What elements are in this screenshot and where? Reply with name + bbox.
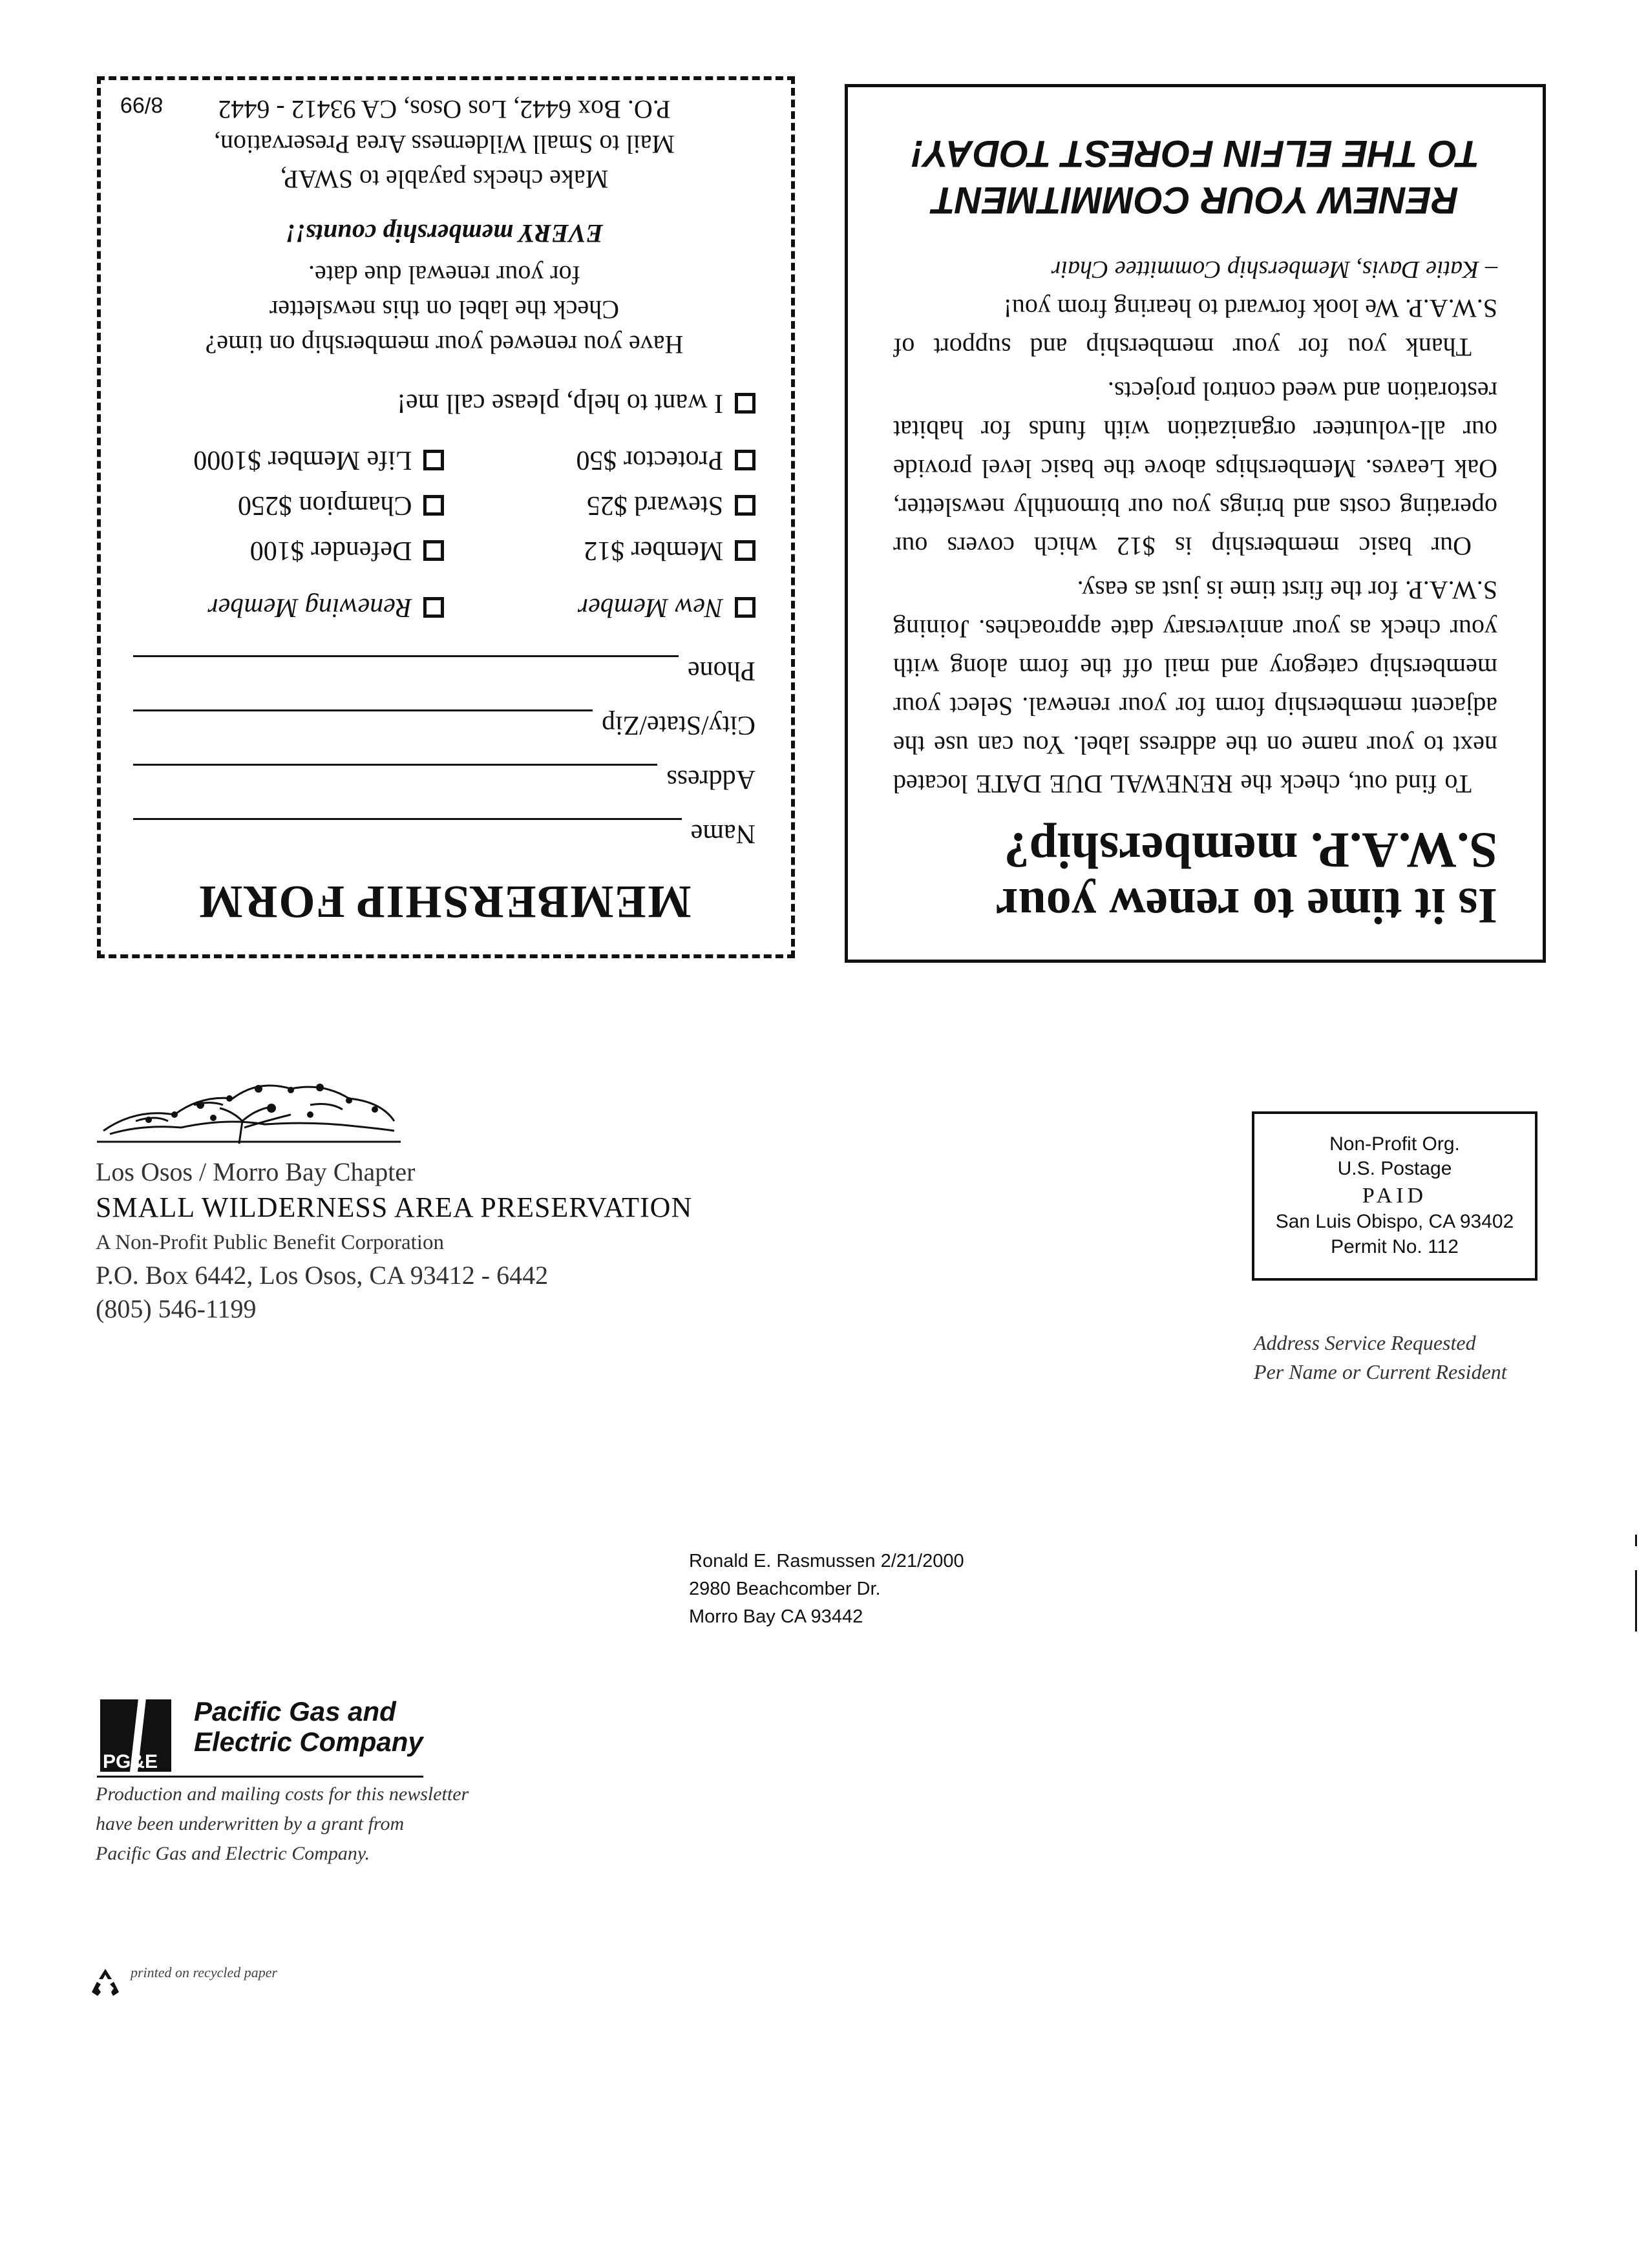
checkbox-icon xyxy=(735,597,755,618)
name-field[interactable] xyxy=(133,818,755,849)
organization-chapter: Los Osos / Morro Bay Chapter xyxy=(96,1157,416,1186)
sponsor-note: Production and mailing costs for this newsletter xyxy=(96,1783,469,1805)
organization-address: P.O. Box 6442, Los Osos, CA 93412 - 6442 xyxy=(96,1261,549,1290)
issue-date-code: 8/99 xyxy=(120,92,164,117)
checkbox-icon xyxy=(424,540,445,561)
checkbox-icon xyxy=(735,393,755,414)
organization-name: SMALL WILDERNESS AREA PRESERVATION xyxy=(96,1192,693,1223)
membership-form-title: MEMBERSHIP FORM xyxy=(197,876,692,928)
recipient-name: Ronald E. Rasmussen 2/21/2000 xyxy=(689,1551,964,1571)
phone-field[interactable] xyxy=(133,655,755,686)
checkbox-icon xyxy=(735,450,755,470)
level-protector-checkbox[interactable]: Protector $50 xyxy=(445,445,756,476)
level-champion-checkbox[interactable]: Champion $250 xyxy=(133,490,445,521)
scan-edge-marks xyxy=(1634,1535,1639,1632)
mailing-instructions: Make checks payable to SWAP, Mail to Small Wilderness Area Preservation, P.O. Box 6442, Los Osos, CA 93412 - 6442 xyxy=(213,95,675,194)
membership-form-coupon xyxy=(97,76,795,958)
renewal-signature: – Katie Davis, Membership Committee Chair xyxy=(1051,256,1497,284)
oak-tree-logo-icon xyxy=(97,1069,401,1147)
renewal-question: Have you renewed your membership on time? Check the label on this newsletter for your renewal due date. EVERY membership counts!! xyxy=(133,216,755,362)
level-defender-checkbox[interactable]: Defender $100 xyxy=(133,535,445,566)
organization-type: A Non-Profit Public Benefit Corporation xyxy=(96,1231,444,1254)
pge-logo-text: PG&E xyxy=(103,1751,158,1772)
sponsor-divider xyxy=(97,1776,423,1778)
renewal-notice-box xyxy=(845,84,1546,963)
every-membership-counts: EVERY membership counts!! xyxy=(285,219,604,248)
recycled-paper-note: printed on recycled paper xyxy=(131,1964,278,1980)
sponsor-note: have been underwritten by a grant from xyxy=(96,1813,405,1834)
per-name-or-current-resident: Per Name or Current Resident xyxy=(1254,1360,1507,1383)
checkbox-icon xyxy=(735,540,755,561)
city-state-zip-field[interactable] xyxy=(133,709,755,740)
checkbox-icon xyxy=(424,597,445,618)
new-member-checkbox[interactable]: New Member xyxy=(445,592,756,623)
renewal-paragraph: Thank you for your membership and support of S.W.A.P. We look forward to hearing from you! xyxy=(893,294,1497,362)
phone-field-label: Phone xyxy=(688,656,755,686)
postage-indicia: Non-Profit Org. U.S. Postage PAID San Luis Obispo, CA 93402 Permit No. 112 xyxy=(1252,1111,1537,1281)
level-life-member-checkbox[interactable]: Life Member $1000 xyxy=(133,445,445,476)
checkbox-icon xyxy=(735,495,755,516)
pge-logo-icon xyxy=(100,1693,171,1772)
sponsor-name: Pacific Gas and Electric Company xyxy=(194,1696,423,1758)
address-service-requested: Address Service Requested xyxy=(1254,1331,1476,1354)
checkbox-icon xyxy=(424,450,445,470)
level-steward-checkbox[interactable]: Steward $25 xyxy=(445,490,756,521)
city-state-zip-field-label: City/State/Zip xyxy=(602,710,755,740)
renewal-paragraph: Our basic membership is $12 which covers our operating costs and brings you our bimonthly newsletter, Oak Leaves. Memberships above the basic level provide our all-volunteer organization with funds for habitat restoration and weed control projects. xyxy=(893,377,1497,562)
address-field-label: Address xyxy=(666,764,755,794)
renewal-heading: Is it time to renew your S.W.A.P. membership? xyxy=(995,823,1497,934)
help-checkbox[interactable]: I want to help, please call me! xyxy=(133,388,755,419)
recipient-city: Morro Bay CA 93442 xyxy=(689,1606,863,1627)
renewal-call-to-action: RENEW YOUR COMMITMENT TO THE ELFIN FOREST TODAY! xyxy=(911,132,1480,222)
recipient-street: 2980 Beachcomber Dr. xyxy=(689,1579,881,1599)
organization-phone: (805) 546-1199 xyxy=(96,1294,257,1323)
sponsor-note: Pacific Gas and Electric Company. xyxy=(96,1843,370,1864)
name-field-label: Name xyxy=(690,819,755,848)
address-field[interactable] xyxy=(133,764,755,795)
level-member-checkbox[interactable]: Member $12 xyxy=(445,535,756,566)
renewal-paragraph: To find out, check the RENEWAL DUE DATE located next to your name on the address label. You can use the adjacent membership form for your renewal. Select your membership category and mail off the form along with your check as your anniversary date approaches. Joining S.W.A.P. for the first time is just as easy. xyxy=(893,576,1497,799)
renewing-member-checkbox[interactable]: Renewing Member xyxy=(133,592,445,623)
checkbox-icon xyxy=(424,495,445,516)
recycle-icon xyxy=(90,1968,120,1997)
